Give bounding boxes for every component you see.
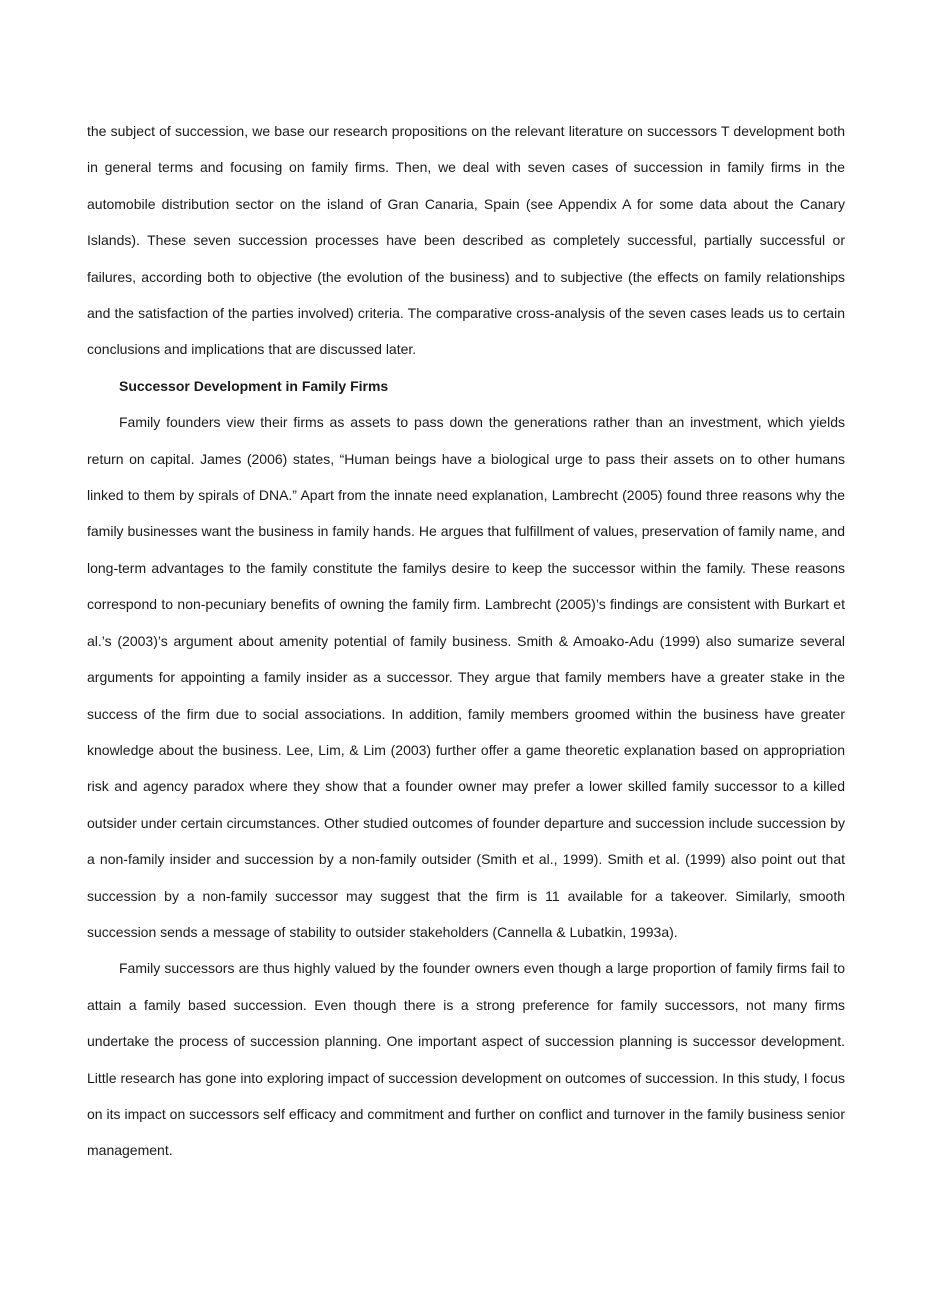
paragraph-intro: the subject of succession, we base our research propositions on the relevant literature on successors T development both in general terms and focusing on family firms. Then, we deal with seven cases of succession in family firms in the automobile distribution sector on the island of Gran Canaria, Spain (see Appendix A for some data about the Canary Islands). These seven succession processes have been described as completely successful, partially successful or failures, according both to objective (the evolution of the business) and to subjective (the effects on family relationships and the satisfaction of the parties involved) criteria. The comparative cross-analysis of the seven cases leads us to certain conclusions and implications that are discussed later.	[87, 123, 845, 358]
paragraph-family-successors: Family successors are thus highly valued by the founder owners even though a large proportion of family firms fail to attain a family based succession. Even though there is a strong preference for family successors, not many firms undertake the process of succession planning. One important aspect of succession planning is successor development. Little research has gone into exploring impact of succession development on outcomes of succession. In this study, I focus on its impact on successors self efficacy and commitment and further on conflict and turnover in the family business senior management.	[87, 960, 845, 1159]
document-body	[87, 113, 845, 1169]
section-heading: Successor Development in Family Firms	[119, 377, 389, 394]
paragraph-family-founders: Family founders view their firms as assets to pass down the generations rather than an investment, which yields return on capital. James (2006) states, “Human beings have a biological urge to pass their assets on to other humans linked to them by spirals of DNA.” Apart from the innate need explanation, Lambrecht (2005) found three reasons why the family businesses want the business in family hands. He argues that fulfillment of values, preservation of family name, and long-term advantages to the family constitute the familys desire to keep the successor within the family. These reasons correspond to non-pecuniary benefits of owning the family firm. Lambrecht (2005)’s findings are consistent with Burkart et al.’s (2003)’s argument about amenity potential of family business. Smith & Amoako-Adu (1999) also sumarize several arguments for appointing a family insider as a successor. They argue that family members have a greater stake in the success of the firm due to social associations. In addition, family members groomed within the business have greater knowledge about the business. Lee, Lim, & Lim (2003) further offer a game theoretic explanation based on appropriation risk and agency paradox where they show that a founder owner may prefer a lower skilled family successor to a killed outsider under certain circumstances. Other studied outcomes of founder departure and succession include succession by a non-family insider and succession by a non-family outsider (Smith et al., 1999). Smith et al. (1999) also point out that succession by a non-family successor may suggest that the firm is 11 available for a takeover. Similarly, smooth succession sends a message of stability to outsider stakeholders (Cannella & Lubatkin, 1993a).	[87, 414, 845, 940]
